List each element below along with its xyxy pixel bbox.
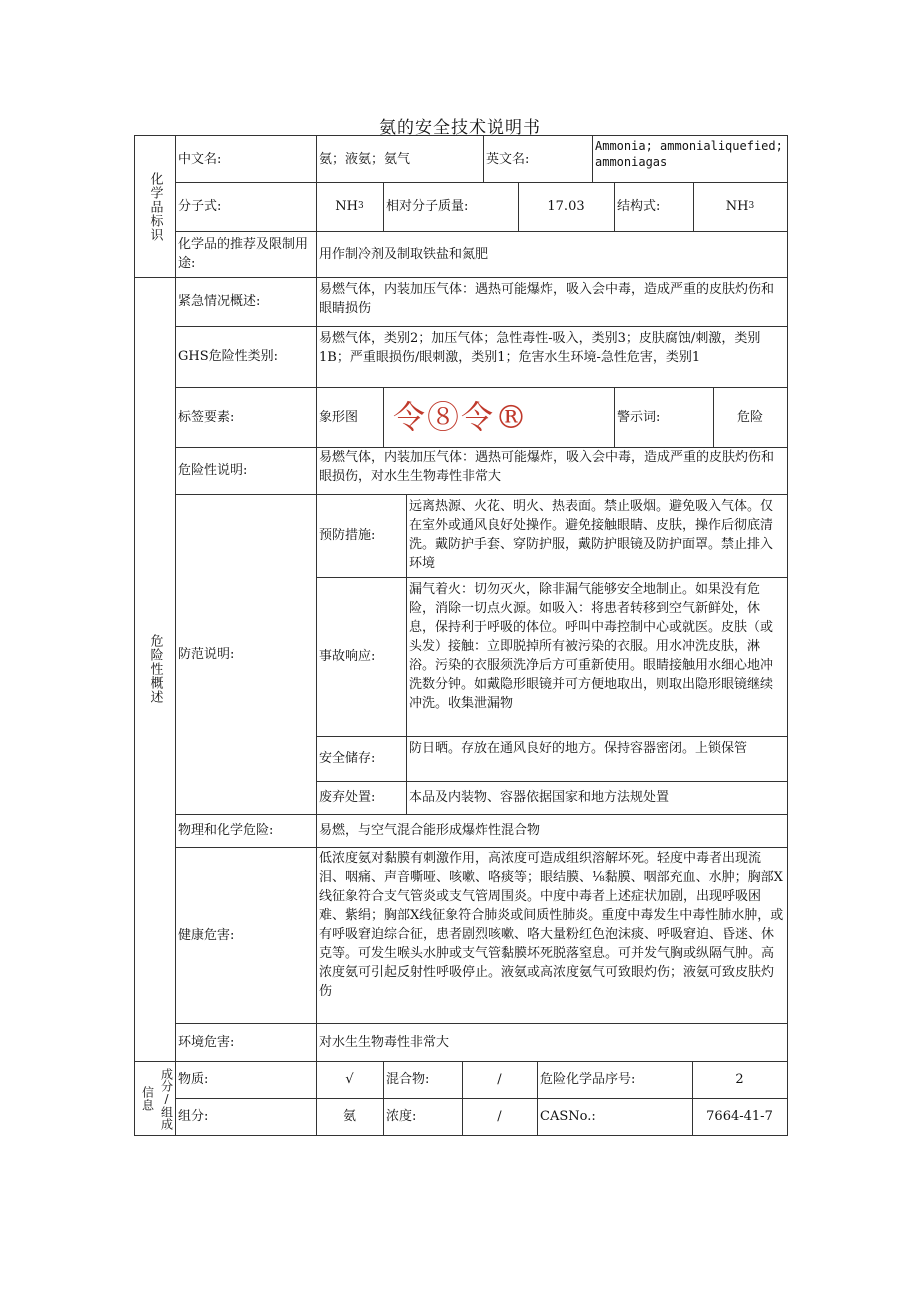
- component-label: 组分:: [175, 1098, 317, 1136]
- structure-label: 结构式:: [614, 182, 694, 232]
- en-name-value: Ammonia; ammonialiquefied; ammoniagas: [592, 135, 788, 183]
- ghs-value: 易燃气体，类别2；加压气体；急性毒性-吸入，类别3；皮肤腐蚀/刺激，类别1B；严重眼损伤/眼刺激，类别1；危害水生环境-急性危害，类别1: [316, 326, 788, 388]
- cn-name-value: 氨；液氨；氨气: [316, 135, 484, 183]
- use-label: 化学品的推荐及限制用途:: [175, 231, 317, 278]
- section-label-composition-a: 信息: [140, 1085, 155, 1112]
- section-label-identity: 化学品标识: [134, 135, 176, 278]
- formula-value: [316, 182, 384, 232]
- emergency-value: 易燃气体，内装加压气体：遇热可能爆炸，吸入会中毒，造成严重的皮肤灼伤和眼睛损伤: [316, 277, 788, 327]
- document-title: 氨的安全技术说明书: [379, 118, 541, 138]
- response-label: 事故响应:: [316, 577, 407, 737]
- disposal-value: 本品及内装物、容器依据国家和地方法规处置: [406, 781, 788, 815]
- ghs-label: GHS危险性类别:: [175, 326, 317, 388]
- precaution-label: 防范说明:: [175, 494, 317, 815]
- use-value: 用作制冷剂及制取铁盐和氮肥: [316, 231, 788, 278]
- signal-label: 警示词:: [614, 387, 714, 448]
- storage-value: 防日晒。存放在通风良好的地方。保持容器密闭。上锁保管: [406, 736, 788, 782]
- emergency-label: 紧急情况概述:: [175, 277, 317, 327]
- hazard-no-label: 危险化学品序号:: [537, 1061, 693, 1099]
- physchem-label: 物理和化学危险:: [175, 814, 317, 848]
- structure-subscript: 3: [748, 201, 755, 211]
- concentration-value: /: [462, 1098, 538, 1136]
- mixture-value: /: [462, 1061, 538, 1099]
- disposal-label: 废弃处置:: [316, 781, 407, 815]
- env-label: 环境危害:: [175, 1023, 317, 1062]
- cas-value: 7664-41-7: [692, 1098, 788, 1136]
- formula-text: NH: [335, 199, 358, 214]
- env-value: 对水生生物毒性非常大: [316, 1023, 788, 1062]
- prevention-value: 远离热源、火花、明火、热表面。禁止吸烟。避免吸入气体。仅在室外或通风良好处操作。避免接触眼睛、皮肤，操作后彻底清洗。戴防护手套、穿防护服，戴防护眼镜及防护面罩。禁止排入环境: [406, 494, 788, 578]
- signal-value: 危险: [713, 387, 788, 448]
- pictogram-label: 象形图: [316, 387, 384, 448]
- formula-subscript: 3: [357, 201, 364, 211]
- component-value: 氨: [316, 1098, 384, 1136]
- substance-value: √: [316, 1061, 384, 1099]
- concentration-label: 浓度:: [383, 1098, 463, 1136]
- hazard-statement-label: 危险性说明:: [175, 447, 317, 495]
- hazard-statement-value: 易燃气体，内装加压气体：遇热可能爆炸，吸入会中毒，造成严重的皮肤灼伤和眼损伤，对水生生物毒性非常大: [316, 447, 788, 495]
- health-label: 健康危害:: [175, 847, 317, 1024]
- structure-text: NH: [725, 199, 749, 214]
- en-name-label: 英文名:: [483, 135, 593, 183]
- response-value: 漏气着火：切勿灭火，除非漏气能够安全地制止。如果没有危险，消除一切点火源。如吸入：将患者转移到空气新鲜处，休息，保持利于呼吸的体位。呼叫中毒控制中心或就医。皮肤（或头发）接触：立即脱掉所有被污染的衣服。用水冲洗皮肤，淋浴。污染的衣服须洗净后方可重新使用。眼睛接触用水细心地冲洗数分钟。如戴隐形眼镜并可方便地取出，则取出隐形眼镜继续冲洗。收集泄漏物: [406, 577, 788, 737]
- formula-label: 分子式:: [175, 182, 317, 232]
- cas-label: CASNo.:: [537, 1098, 693, 1136]
- cn-name-label: 中文名:: [175, 135, 317, 183]
- ghs-pictogram-icon: 令⑧令®: [393, 397, 530, 436]
- hazard-no-value: 2: [692, 1061, 788, 1099]
- pictogram-area: [383, 387, 615, 448]
- substance-label: 物质:: [175, 1061, 317, 1099]
- section-label-hazard: 危险性概述: [134, 277, 176, 1062]
- mw-label: 相对分子质量:: [383, 182, 519, 232]
- label-elements-label: 标签要素:: [175, 387, 317, 448]
- section-label-composition: [134, 1061, 176, 1136]
- physchem-value: 易燃，与空气混合能形成爆炸性混合物: [316, 814, 788, 848]
- mixture-label: 混合物:: [383, 1061, 463, 1099]
- mw-value: 17.03: [518, 182, 615, 232]
- section-label-composition-b: 成分/组成: [159, 1067, 174, 1130]
- prevention-label: 预防措施:: [316, 494, 407, 578]
- health-value: 低浓度氨对黏膜有刺激作用，高浓度可造成组织溶解坏死。轻度中毒者出现流泪、咽痛、声音嘶哑、咳嗽、咯痰等；眼结膜、⅛黏膜、咽部充血、水肿；胸部X线征象符合支气管炎或支气管周围炎。中度中毒者上述症状加剧，出现呼吸困难、紫绢；胸部X线征象符合肺炎或间质性肺炎。重度中毒发生中毒性肺水肿，或有呼吸窘迫综合征，患者剧烈咳嗽、咯大量粉红色泡沫痰、呼吸窘迫、昏迷、休克等。可发生喉头水肿或支气管黏膜坏死脱落窒息。可并发气胸或纵隔气肿。高浓度氨可引起反射性呼吸停止。液氨或高浓度氨气可致眼灼伤；液氨可致皮肤灼伤: [316, 847, 788, 1024]
- structure-value: [693, 182, 788, 232]
- storage-label: 安全储存:: [316, 736, 407, 782]
